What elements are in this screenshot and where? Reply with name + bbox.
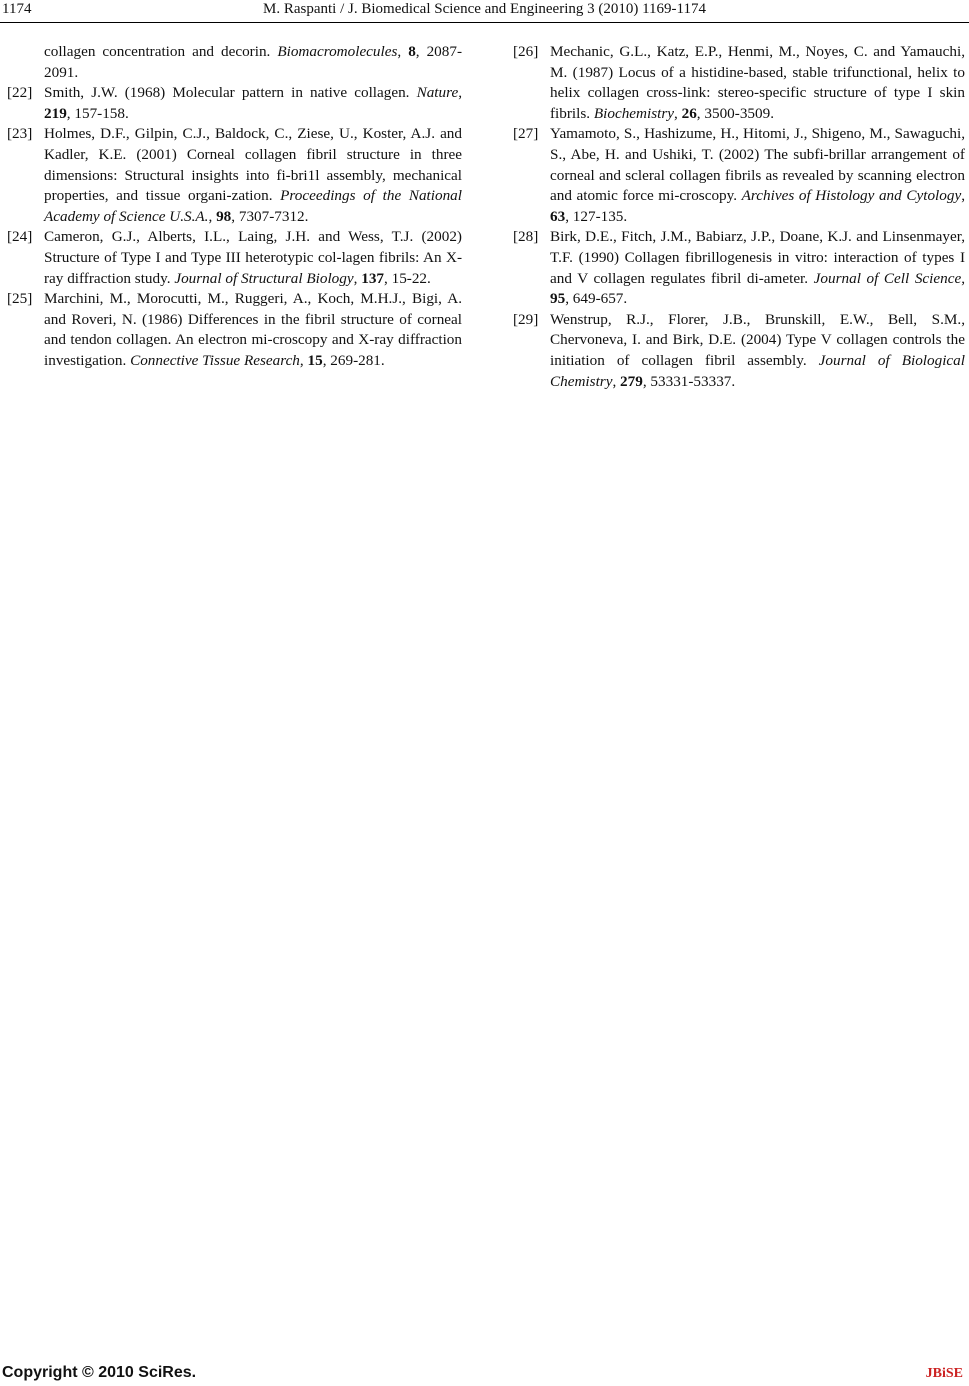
references-right-column — [513, 42, 965, 392]
volume-number: 95 — [550, 290, 566, 308]
volume-number: 15 — [307, 351, 323, 369]
citation-text: , 127-135. — [565, 207, 628, 225]
citation-text: , 3500-3509. — [696, 104, 774, 122]
journal-title: Journal of Cell Science — [813, 269, 962, 287]
reference-text — [44, 83, 462, 124]
citation-text: , — [208, 207, 217, 225]
citation-text: , 7307-7312. — [231, 207, 309, 225]
journal-title: Biochemistry — [593, 104, 675, 122]
volume-number: 279 — [620, 372, 643, 390]
journal-title: Archives of Histology and Cytology — [741, 187, 962, 205]
citation-text: , 15-22. — [384, 269, 431, 287]
reference-text — [44, 227, 462, 289]
reference-number: [29] — [513, 310, 539, 328]
header-rule — [0, 22, 969, 23]
journal-title: Connective Tissue Research — [130, 351, 300, 369]
volume-number: 8 — [408, 43, 416, 60]
reference-entry — [513, 310, 965, 392]
citation-text: , — [299, 351, 308, 369]
reference-entry — [7, 227, 462, 289]
volume-number: 219 — [44, 104, 67, 122]
reference-entry — [7, 289, 462, 371]
citation-text: Yamamoto, S., Hashizume, H., Hitomi, J., Shigeno, M., Sawaguchi, S., Abe, H. and Ushiki, T. (2002) The subfi-brillar arrangement of corneal and scleral collagen fibrils as revealed by scanning electron and atomic force mi-croscopy. — [550, 125, 965, 205]
references-left-column — [7, 42, 462, 372]
reference-entry — [513, 124, 965, 227]
citation-text: collagen concentration and decorin. — [44, 43, 278, 60]
reference-text — [44, 42, 462, 83]
journal-abbrev: JBiSE — [925, 1366, 963, 1381]
copyright-notice: Copyright © 2010 SciRes. — [2, 1364, 197, 1381]
journal-title: Journal of Structural Biology — [174, 269, 354, 287]
page-number: 1174 — [2, 1, 32, 17]
reference-entry — [513, 42, 965, 124]
citation-text: Wenstrup, R.J., Florer, J.B., Brunskill, E.W., Bell, S.M., Chervoneva, I. and Birk, D.E. (2004) Type V collagen controls the initiation of collagen fibril assembly. — [550, 310, 965, 369]
volume-number: 26 — [681, 104, 697, 122]
citation-text: Mechanic, G.L., Katz, E.P., Henmi, M., Noyes, C. and Yamauchi, M. (1987) Locus of a histidine-based, stable trifunctional, helix to helix collagen cross-link: stereo-specific structure of type I skin fibrils. — [550, 43, 965, 122]
reference-number: [26] — [513, 43, 539, 60]
reference-number: [27] — [513, 125, 539, 143]
citation-text: Birk, D.E., Fitch, J.M., Babiarz, J.P., Doane, K.J. and Linsenmayer, T.F. (1990) Collagen fibrillogenesis in vitro: interaction of types I and V collagen regulates fibril di-ameter. — [550, 228, 965, 287]
citation-text: Cameron, G.J., Alberts, I.L., Laing, J.H. and Wess, T.J. (2002) Structure of Type I and Type III heterotypic col-lagen fibrils: An X-ray diffraction study. — [44, 228, 462, 287]
citation-text: , — [397, 43, 409, 60]
citation-text: Holmes, D.F., Gilpin, C.J., Baldock, C., Ziese, U., Koster, A.J. and Kadler, K.E. (2001) Corneal collagen fibril structure in three dimensions: Structural insights into fi-bri1l assembly, mechanical properties, and tissue organi-zation. — [44, 125, 462, 205]
reference-text — [550, 310, 965, 392]
reference-entry — [7, 42, 462, 83]
volume-number: 98 — [216, 207, 232, 225]
reference-number: [24] — [7, 228, 33, 246]
citation-text: , 269-281. — [322, 351, 385, 369]
reference-text — [550, 124, 965, 227]
reference-entry — [513, 227, 965, 309]
reference-text — [550, 227, 965, 309]
citation-text: , — [612, 372, 621, 390]
citation-text: Marchini, M., Morocutti, M., Ruggeri, A., Koch, M.H.J., Bigi, A. and Roveri, N. (1986) Differences in the fibril structure of corneal and tendon collagen. An electron mi-croscopy and X-ray diffraction investigation. — [44, 290, 462, 369]
citation-text: , 2087-2091. — [44, 43, 463, 81]
reference-number: [25] — [7, 290, 33, 308]
volume-number: 63 — [550, 207, 566, 225]
reference-text — [44, 289, 462, 371]
citation-text: , 649-657. — [565, 290, 628, 308]
volume-number: 137 — [361, 269, 384, 287]
running-title: M. Raspanti / J. Biomedical Science and Engineering 3 (2010) 1169-1174 — [263, 1, 706, 17]
citation-text: , — [961, 269, 965, 287]
journal-title: Biomacromolecules — [277, 43, 398, 60]
reference-text — [44, 124, 462, 227]
citation-text: , 53331-53337. — [642, 372, 736, 390]
journal-title: Proceedings of the National Academy of Science U.S.A. — [44, 187, 462, 225]
reference-number: [28] — [513, 228, 539, 246]
citation-text: , — [674, 104, 682, 122]
reference-number: [23] — [7, 125, 33, 143]
reference-entry — [7, 124, 462, 227]
citation-text: , — [458, 84, 462, 102]
journal-title: Nature — [416, 84, 459, 102]
citation-text: , 157-158. — [66, 104, 129, 122]
reference-number: [22] — [7, 84, 33, 102]
citation-text: , — [961, 187, 965, 205]
citation-text: Smith, J.W. (1968) Molecular pattern in native collagen. — [44, 84, 417, 102]
reference-text — [550, 42, 965, 124]
citation-text: , — [353, 269, 362, 287]
journal-title: Journal of Biological Chemistry — [550, 351, 965, 390]
reference-entry — [7, 83, 462, 124]
